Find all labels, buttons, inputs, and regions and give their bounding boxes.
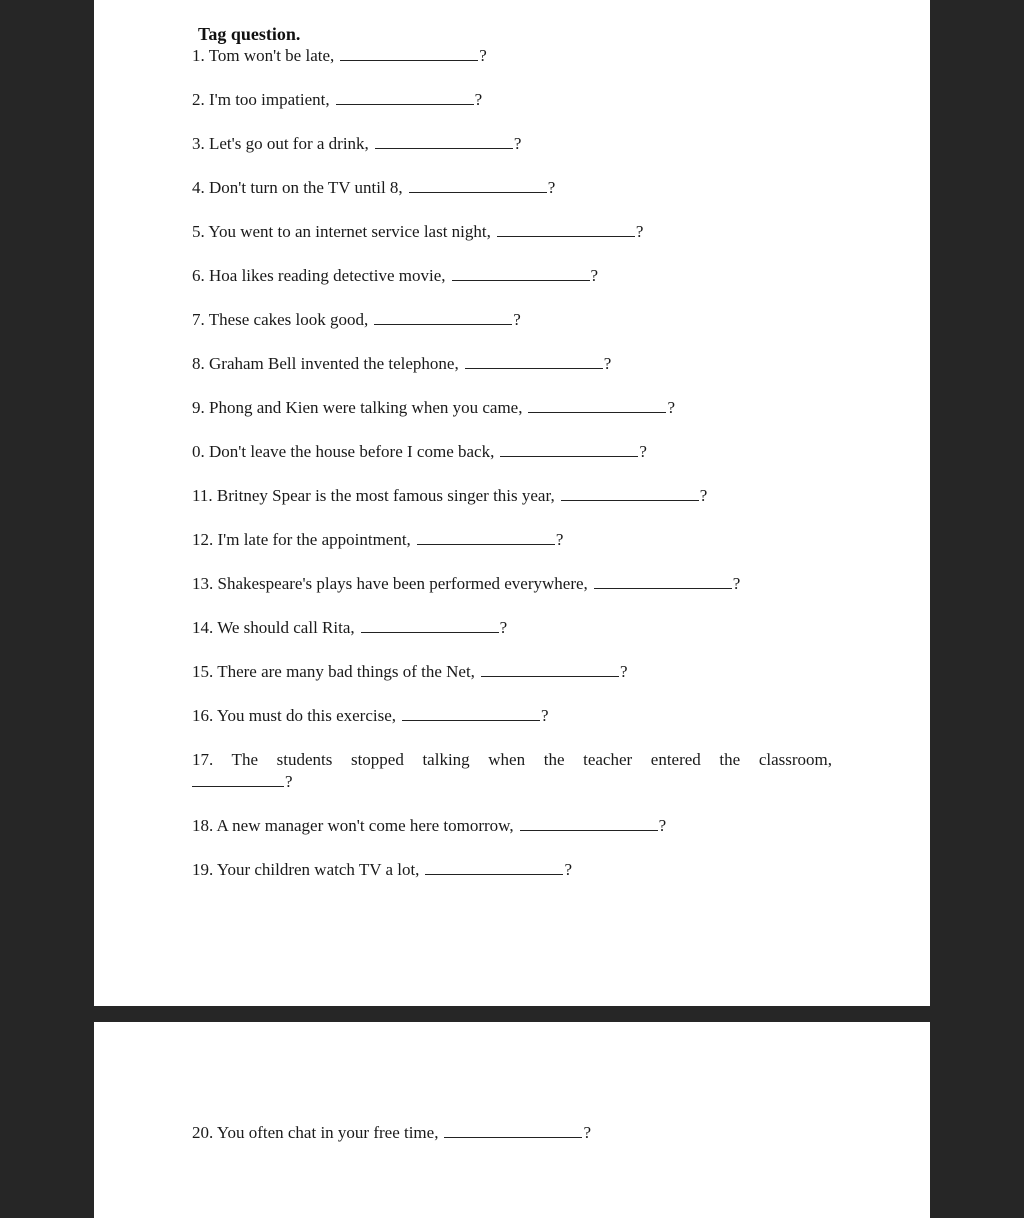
answer-blank[interactable] [561,486,699,501]
question-mark: ? [658,816,667,835]
answer-blank[interactable] [497,222,635,237]
question-text: 8. Graham Bell invented the telephone, [192,354,459,373]
question-mark: ? [732,574,741,593]
question-16 [192,705,549,727]
answer-blank[interactable] [481,662,619,677]
answer-blank[interactable] [465,354,603,369]
question-8 [192,353,611,375]
answer-blank[interactable] [425,860,563,875]
question-mark: ? [667,398,676,417]
question-mark: ? [619,662,628,681]
worksheet-page-2 [94,1022,930,1218]
question-text: 0. Don't leave the house before I come back, [192,442,495,461]
question-text: 14. We should call Rita, [192,618,355,637]
question-mark: ? [590,266,599,285]
question-17: 17. The students stopped talking when the teacher entered the classroom, [192,750,832,769]
question-mark: ? [699,486,708,505]
question-mark: ? [639,442,647,461]
answer-blank[interactable] [374,310,512,325]
question-text: 12. I'm late for the appointment, [192,530,411,549]
question-12 [192,529,563,551]
question-13 [192,573,740,595]
question-mark: ? [513,310,521,329]
question-mark: ? [635,222,644,241]
question-mark: ? [583,1123,591,1142]
question-mark: ? [474,90,483,109]
question-text: 20. You often chat in your free time, [192,1123,439,1142]
question-mark: ? [555,530,564,549]
answer-blank[interactable] [409,178,547,193]
answer-blank[interactable] [375,134,513,149]
answer-blank[interactable] [417,530,555,545]
question-text: 11. Britney Spear is the most famous singer this year, [192,486,555,505]
question-text: 16. You must do this exercise, [192,706,396,725]
question-text: 13. Shakespeare's plays have been performed everywhere, [192,574,588,593]
question-text: 3. Let's go out for a drink, [192,134,369,153]
question-mark: ? [564,860,572,879]
answer-blank[interactable] [594,574,732,589]
question-text: 18. A new manager won't come here tomorrow, [192,816,514,835]
answer-blank[interactable] [336,90,474,105]
question-text: 5. You went to an internet service last night, [192,222,491,241]
question-20 [192,1122,591,1144]
answer-blank[interactable] [340,46,478,61]
question-text: 7. These cakes look good, [192,310,369,329]
question-text: 1. Tom won't be late, [192,46,335,65]
question-19 [192,859,572,881]
question-mark: ? [547,178,556,197]
question-11 [192,485,707,507]
answer-blank[interactable] [192,772,284,787]
question-text: 6. Hoa likes reading detective movie, [192,266,446,285]
question-7 [192,309,521,331]
question-text: 9. Phong and Kien were talking when you came, [192,398,523,417]
question-text: 15. There are many bad things of the Net, [192,662,475,681]
answer-blank[interactable] [444,1123,582,1138]
question-4 [192,177,555,199]
answer-blank[interactable] [500,442,638,457]
worksheet-title: Tag question. [198,24,301,44]
question-mark: ? [513,134,522,153]
question-2 [192,89,482,111]
question-5 [192,221,643,243]
question-text: 19. Your children watch TV a lot, [192,860,420,879]
question-mark: ? [479,46,487,65]
question-1 [192,45,487,67]
question-6 [192,265,598,287]
question-17-continuation [192,771,293,793]
answer-blank[interactable] [402,706,540,721]
question-15 [192,661,627,683]
question-text: 2. I'm too impatient, [192,90,330,109]
worksheet-page-1 [94,0,930,1006]
question-mark: ? [499,618,508,637]
question-3 [192,133,521,155]
question-14 [192,617,507,639]
question-text: 4. Don't turn on the TV until 8, [192,178,403,197]
answer-blank[interactable] [361,618,499,633]
question-9 [192,397,675,419]
answer-blank[interactable] [520,816,658,831]
question-mark: ? [603,354,612,373]
answer-blank[interactable] [452,266,590,281]
question-10 [192,441,647,463]
question-mark: ? [285,772,293,791]
answer-blank[interactable] [528,398,666,413]
question-mark: ? [541,706,549,725]
question-18 [192,815,666,837]
